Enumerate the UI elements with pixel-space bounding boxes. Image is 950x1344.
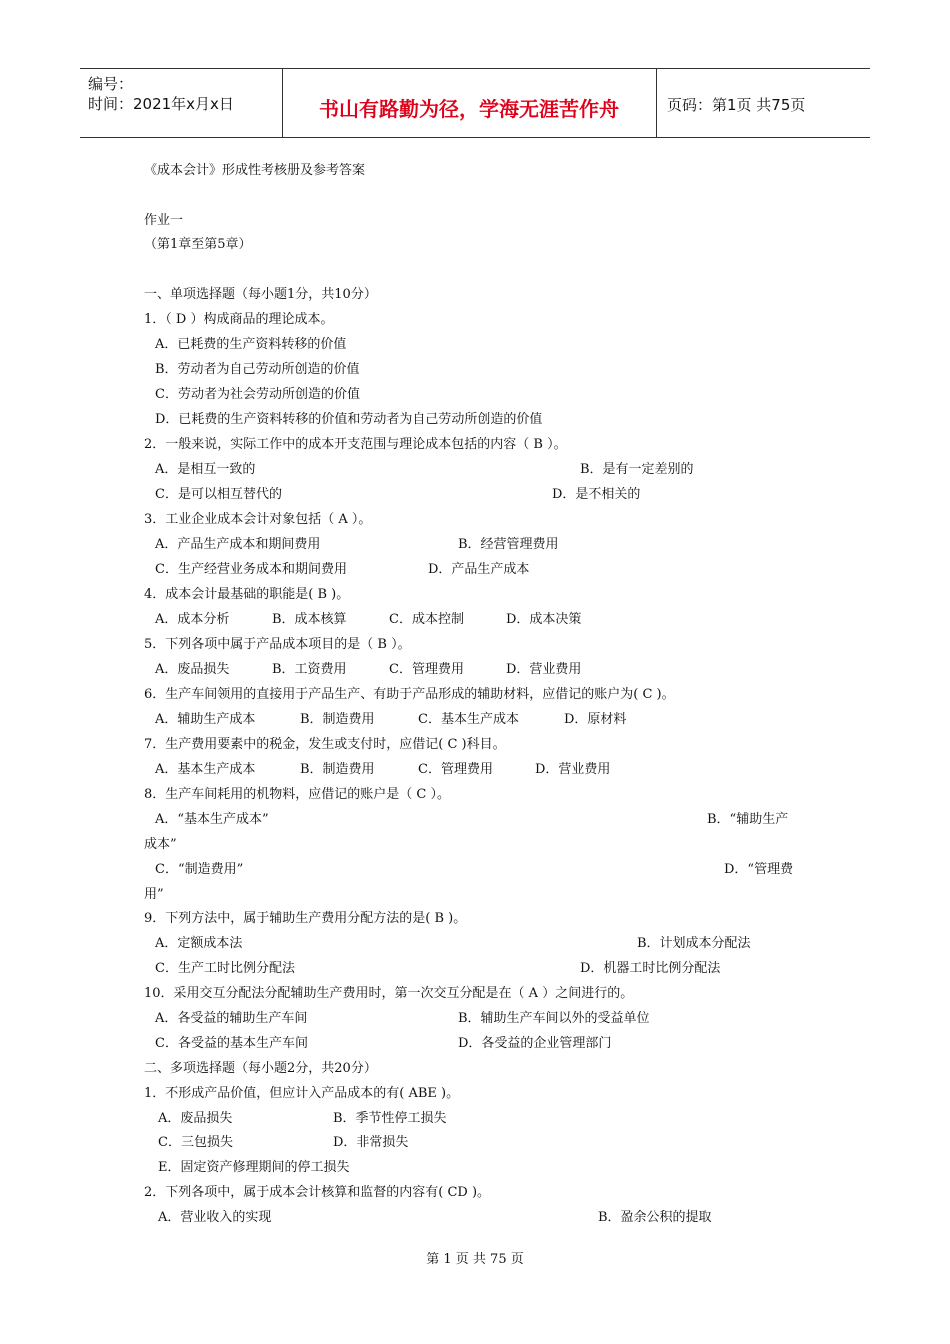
option: B．季节性停工损失 bbox=[333, 1111, 447, 1126]
option: D．已耗费的生产资料转移的价值和劳动者为自己劳动所创造的价值 bbox=[155, 412, 543, 427]
serial-label: 编号： bbox=[88, 75, 134, 93]
option: A．成本分析 bbox=[155, 612, 230, 627]
option: C．基本生产成本 bbox=[418, 712, 519, 727]
option: C．各受益的基本生产车间 bbox=[155, 1036, 308, 1051]
time-label: 时间：2021年x月x日 bbox=[88, 95, 234, 113]
option: D．成本决策 bbox=[506, 612, 582, 627]
motto: 书山有路勤为径，学海无涯苦作舟 bbox=[319, 97, 619, 121]
option: D．营业费用 bbox=[535, 762, 611, 777]
option: D．“管理费 bbox=[724, 862, 794, 877]
option: A．各受益的辅助生产车间 bbox=[155, 1011, 308, 1026]
option: A．是相互一致的 bbox=[155, 462, 256, 477]
header-left-cell bbox=[80, 69, 283, 137]
question: 7．生产费用要素中的税金，发生或支付时，应借记( C )科目。 bbox=[144, 737, 506, 752]
option: B．盈余公积的提取 bbox=[598, 1210, 712, 1225]
header-right-cell bbox=[656, 69, 871, 137]
option: E．固定资产修理期间的停工损失 bbox=[158, 1160, 350, 1175]
question: 1．（ D ）构成商品的理论成本。 bbox=[144, 312, 334, 327]
question: 1．不形成产品价值，但应计入产品成本的有( ABE )。 bbox=[144, 1086, 460, 1101]
question: 2．一般来说，实际工作中的成本开支范围与理论成本包括的内容（ B ）。 bbox=[144, 437, 567, 452]
option: D．营业费用 bbox=[506, 662, 582, 677]
option: A．废品损失 bbox=[158, 1111, 233, 1126]
option: C．生产工时比例分配法 bbox=[155, 961, 295, 976]
question: 9．下列方法中，属于辅助生产费用分配方法的是( B )。 bbox=[144, 911, 467, 926]
option: C．生产经营业务成本和期间费用 bbox=[155, 562, 347, 577]
option: D．各受益的企业管理部门 bbox=[458, 1036, 612, 1051]
page-header bbox=[80, 68, 870, 138]
option: C．劳动者为社会劳动所创造的价值 bbox=[155, 387, 360, 402]
option: C．“制造费用” bbox=[155, 862, 244, 877]
option: B．是有一定差别的 bbox=[580, 462, 694, 477]
option: B．计划成本分配法 bbox=[637, 936, 751, 951]
option: D．产品生产成本 bbox=[428, 562, 530, 577]
option: C．管理费用 bbox=[418, 762, 493, 777]
option: C．是可以相互替代的 bbox=[155, 487, 282, 502]
option: C．成本控制 bbox=[389, 612, 464, 627]
option: D．是不相关的 bbox=[552, 487, 641, 502]
option: A．“基本生产成本” bbox=[155, 812, 269, 827]
option: B．辅助生产车间以外的受益单位 bbox=[458, 1011, 650, 1026]
option: A．定额成本法 bbox=[155, 936, 243, 951]
assignment-title: 作业一 bbox=[144, 213, 184, 228]
page-indicator: 页码：第1页 共75页 bbox=[667, 96, 806, 114]
page-footer: 第 1 页 共 75 页 bbox=[426, 1252, 524, 1267]
section-heading: 二、多项选择题（每小题2分，共20分） bbox=[144, 1061, 377, 1076]
option: B．制造费用 bbox=[300, 712, 375, 727]
option: B．劳动者为自己劳动所创造的价值 bbox=[155, 362, 360, 377]
option: B．经营管理费用 bbox=[458, 537, 559, 552]
option: B．制造费用 bbox=[300, 762, 375, 777]
option: C．三包损失 bbox=[158, 1135, 233, 1150]
option: B．工资费用 bbox=[272, 662, 347, 677]
question: 3．工业企业成本会计对象包括（ A ）。 bbox=[144, 512, 372, 527]
option: A．已耗费的生产资料转移的价值 bbox=[155, 337, 347, 352]
option-continuation: 成本” bbox=[144, 837, 177, 852]
question: 2．下列各项中，属于成本会计核算和监督的内容有( CD )。 bbox=[144, 1185, 491, 1200]
question: 4．成本会计最基础的职能是( B )。 bbox=[144, 587, 350, 602]
question: 10．采用交互分配法分配辅助生产费用时，第一次交互分配是在（ A ）之间进行的。 bbox=[144, 986, 634, 1001]
option: D．非常损失 bbox=[333, 1135, 409, 1150]
question: 5．下列各项中属于产品成本项目的是（ B ）。 bbox=[144, 637, 411, 652]
option: A．基本生产成本 bbox=[155, 762, 256, 777]
option-continuation: 用” bbox=[144, 887, 164, 902]
option: A．废品损失 bbox=[155, 662, 230, 677]
option: C．管理费用 bbox=[389, 662, 464, 677]
option: A．辅助生产成本 bbox=[155, 712, 256, 727]
option: A．营业收入的实现 bbox=[158, 1210, 272, 1225]
option: D．原材料 bbox=[564, 712, 627, 727]
option: B．成本核算 bbox=[272, 612, 347, 627]
document-title: 《成本会计》形成性考核册及参考答案 bbox=[144, 163, 366, 178]
option: B．“辅助生产 bbox=[707, 812, 789, 827]
section-heading: 一、单项选择题（每小题1分，共10分） bbox=[144, 287, 377, 302]
chapter-range: （第1章至第5章） bbox=[144, 237, 252, 252]
option: A．产品生产成本和期间费用 bbox=[155, 537, 321, 552]
question: 6．生产车间领用的直接用于产品生产、有助于产品形成的辅助材料，应借记的账户为( C )。 bbox=[144, 687, 675, 702]
question: 8．生产车间耗用的机物料，应借记的账户是（ C ）。 bbox=[144, 787, 450, 802]
option: D．机器工时比例分配法 bbox=[580, 961, 721, 976]
